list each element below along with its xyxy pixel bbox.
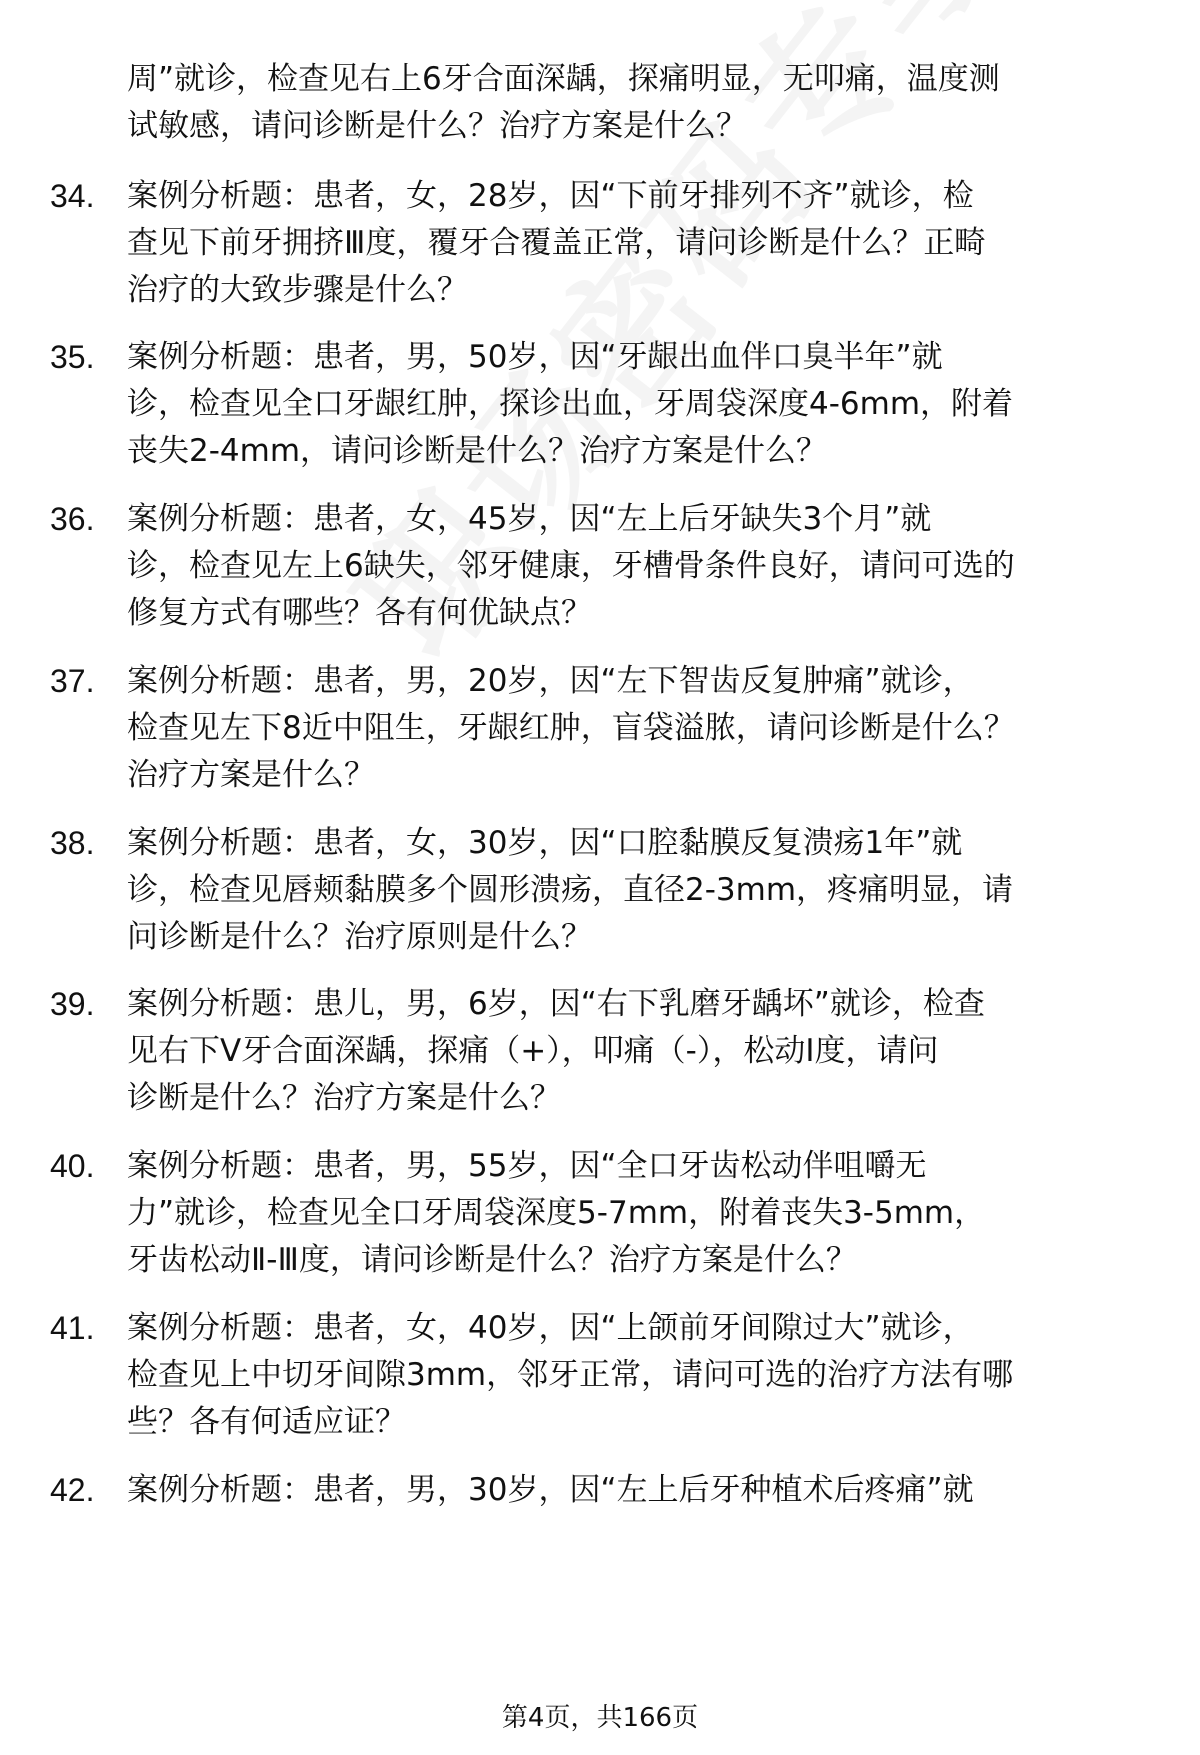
question-number: 35. [50,339,95,375]
text-line: 案例分析题：患儿，男，6岁，因“右下乳磨牙龋坏”就诊，检查 [127,986,985,1022]
text-line: 案例分析题：患者，男，55岁，因“全口牙齿松动伴咀嚼无 [127,1148,927,1184]
text-line: 案例分析题：患者，男，50岁，因“牙龈出血伴口臭半年”就 [127,339,943,375]
question-number: 34. [50,178,95,214]
text-line: 案例分析题：患者，女，30岁，因“口腔黏膜反复溃疡1年”就 [127,825,963,861]
text-line: 诊，检查见全口牙龈红肿，探诊出血，牙周袋深度4-6mm，附着 [127,386,1014,422]
text-line: 力”就诊，检查见全口牙周袋深度5-7mm，附着丧失3-5mm， [127,1195,986,1231]
text-line: 丧失2-4mm，请问诊断是什么？治疗方案是什么？ [127,433,828,469]
question-text [127,658,1177,799]
text-line: 见右下Ⅴ牙合面深龋，探痛（+），叩痛（-），松动Ⅰ度，请问 [127,1033,939,1069]
question-text [127,1305,1177,1446]
question-number: 36. [50,501,95,537]
text-line: 诊断是什么？治疗方案是什么？ [127,1080,561,1116]
question-number: 42. [50,1472,95,1508]
question-text [127,334,1177,475]
question-number: 37. [50,663,95,699]
text-line: 牙齿松动Ⅱ-Ⅲ度，请问诊断是什么？治疗方案是什么？ [127,1242,857,1278]
question-text [127,981,1177,1122]
question-text [127,496,1177,637]
question-number: 38. [50,825,95,861]
text-line: 诊，检查见左上6缺失，邻牙健康，牙槽骨条件良好，请问可选的 [127,548,1015,584]
question-number: 40. [50,1148,95,1184]
text-line: 案例分析题：患者，女，45岁，因“左上后牙缺失3个月”就 [127,501,932,537]
text-line: 治疗方案是什么？ [127,757,375,793]
text-line: 案例分析题：患者，男，30岁，因“左上后牙种植术后疼痛”就 [127,1472,974,1508]
question-text [127,1143,1177,1284]
text-line: 检查见上中切牙间隙3mm，邻牙正常，请问可选的治疗方法有哪 [127,1357,1014,1393]
question-text [127,1467,1177,1514]
text-line: 周”就诊，检查见右上6牙合面深龋，探痛明显，无叩痛，温度测 [127,61,1000,97]
question-text [127,820,1177,961]
text-line: 问诊断是什么？治疗原则是什么？ [127,919,592,955]
text-line: 案例分析题：患者，女，28岁，因“下前牙排列不齐”就诊，检 [127,178,974,214]
text-line: 试敏感，请问诊断是什么？治疗方案是什么？ [127,108,747,144]
continued-question-text [127,56,1177,150]
text-line: 检查见左下8近中阻生，牙龈红肿，盲袋溢脓，请问诊断是什么？ [127,710,1015,746]
page-footer: 第4页，共166页 [501,1703,699,1733]
question-number: 41. [50,1310,95,1346]
text-line: 治疗的大致步骤是什么？ [127,272,468,308]
question-text [127,173,1177,314]
text-line: 些？各有何适应证？ [127,1404,406,1440]
text-line: 修复方式有哪些？各有何优缺点？ [127,595,592,631]
text-line: 案例分析题：患者，女，40岁，因“上颌前牙间隙过大”就诊， [127,1310,974,1346]
text-line: 案例分析题：患者，男，20岁，因“左下智齿反复肿痛”就诊， [127,663,974,699]
question-number: 39. [50,986,95,1022]
text-line: 诊，检查见唇颊黏膜多个圆形溃疡，直径2-3mm，疼痛明显，请 [127,872,1014,908]
text-line: 查见下前牙拥挤Ⅲ度，覆牙合覆盖正常，请问诊断是什么？正畸 [127,225,986,261]
